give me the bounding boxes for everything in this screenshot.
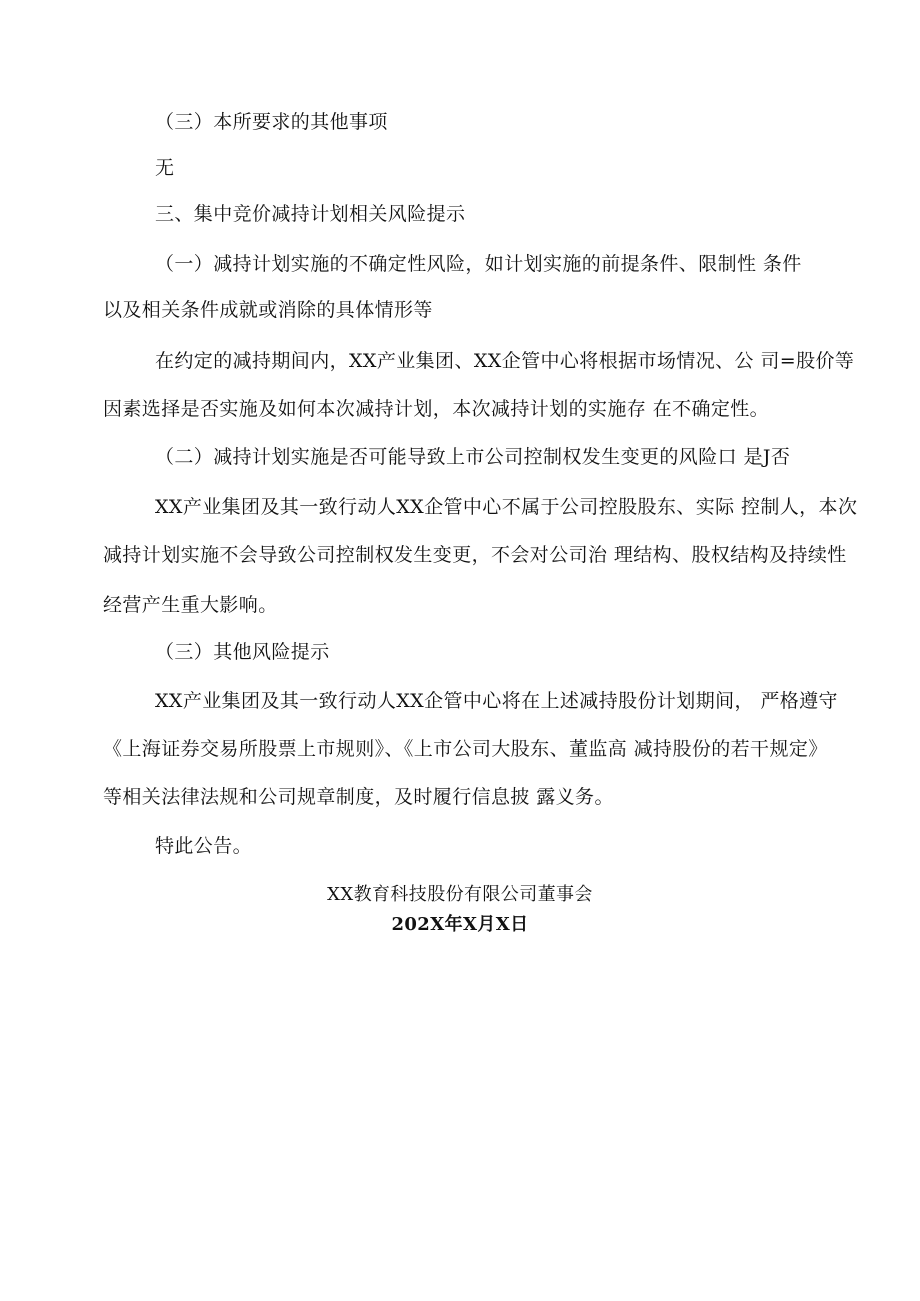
paragraph-compliance-line2: 《上海证券交易所股票上市规则》、《上市公司大股东、董监高 减持股份的若干规定》 <box>103 738 828 760</box>
signature-date: 202X年X月X日 <box>391 914 529 935</box>
paragraph-control-line3: 经营产生重大影响。 <box>103 594 278 616</box>
paragraph-reduction-period-line1: 在约定的减持期间内，XX产业集团、XX企管中心将根据市场情况、公 司=股价等 <box>155 350 855 372</box>
subheading-other-matters: （三）本所要求的其他事项 <box>155 111 388 133</box>
subheading-uncertainty-risk-line1: （一）减持计划实施的不确定性风险，如计划实施的前提条件、限制性 条件 <box>155 253 802 275</box>
paragraph-control-line1: XX产业集团及其一致行动人XX企管中心不属于公司控股股东、实际 控制人，本次 <box>155 496 858 518</box>
paragraph-compliance-line3: 等相关法律法规和公司规章制度，及时履行信息披 露义务。 <box>103 786 614 808</box>
paragraph-control-line2: 减持计划实施不会导致公司控制权发生变更，不会对公司治 理结构、股权结构及持续性 <box>103 544 847 566</box>
paragraph-none: 无 <box>155 157 175 179</box>
paragraph-closing: 特此公告。 <box>155 835 253 857</box>
paragraph-compliance-line1: XX产业集团及其一致行动人XX企管中心将在上述减持股份计划期间， 严格遵守 <box>155 690 838 712</box>
signature-company: XX教育科技股份有限公司董事会 <box>327 884 593 905</box>
section-heading-risk: 三、集中竞价减持计划相关风险提示 <box>155 203 466 225</box>
subheading-uncertainty-risk-line2: 以及相关条件成就或消除的具体情形等 <box>103 299 433 321</box>
subheading-other-risks: （三）其他风险提示 <box>155 641 330 663</box>
subheading-control-change-risk: （二）减持计划实施是否可能导致上市公司控制权发生变更的风险口 是J否 <box>155 446 791 468</box>
paragraph-reduction-period-line2: 因素选择是否实施及如何本次减持计划，本次减持计划的实施存 在不确定性。 <box>103 398 770 420</box>
